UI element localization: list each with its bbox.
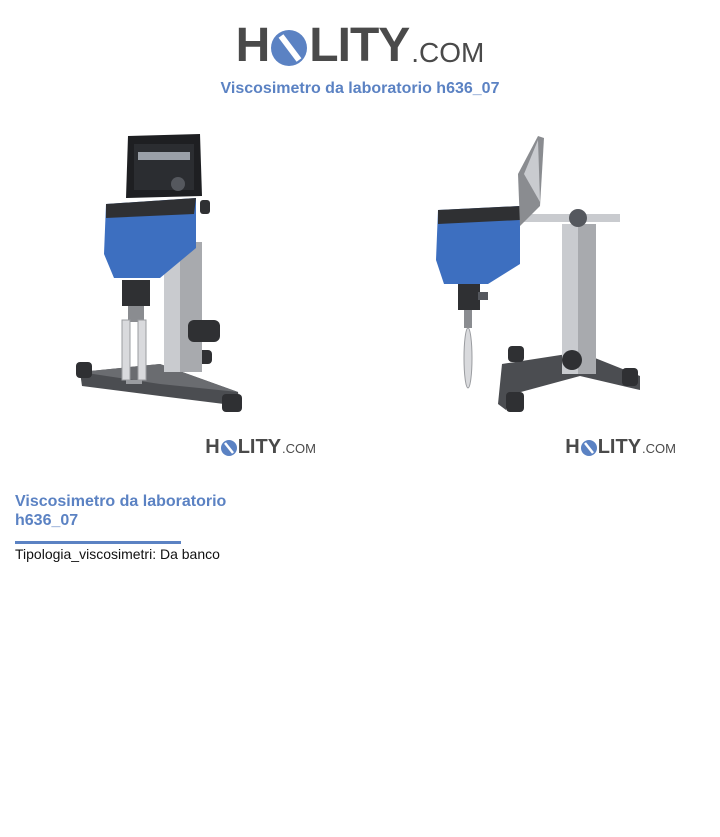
product-photo-front[interactable]: [10, 114, 350, 474]
watermark-letter-h: H: [205, 436, 220, 458]
logo-text: LITY: [309, 19, 410, 72]
product-gallery: [0, 114, 720, 476]
attribute-separator: :: [152, 546, 160, 562]
viscometer-side-image: [370, 114, 710, 474]
attribute-value: Da banco: [159, 546, 220, 562]
watermark-text: LITY: [597, 436, 642, 458]
watermark-globe-icon: [580, 437, 598, 457]
watermark-text: LITY: [237, 436, 282, 458]
watermark-logo: [205, 437, 316, 458]
site-logo[interactable]: [0, 12, 720, 70]
watermark-globe-icon: [220, 437, 238, 457]
product-photo-side[interactable]: [370, 114, 710, 474]
logo-globe-icon: [269, 24, 309, 70]
watermark-letter-h: H: [565, 436, 580, 458]
attribute-label: Tipologia_viscosimetri: [15, 546, 153, 562]
logo-letter-h: H: [235, 19, 270, 72]
page-title: Viscosimetro da laboratorio h636_07: [220, 80, 500, 97]
logo-domain: .COM: [411, 37, 485, 68]
product-attribute: [15, 546, 220, 562]
watermark-domain: .COM: [642, 441, 676, 456]
watermark-logo: [565, 437, 676, 458]
title-underline: [15, 541, 181, 544]
watermark-domain: .COM: [282, 441, 316, 456]
product-title: Viscosimetro da laboratorio h636_07: [15, 493, 227, 529]
viscometer-front-image: [10, 114, 350, 474]
